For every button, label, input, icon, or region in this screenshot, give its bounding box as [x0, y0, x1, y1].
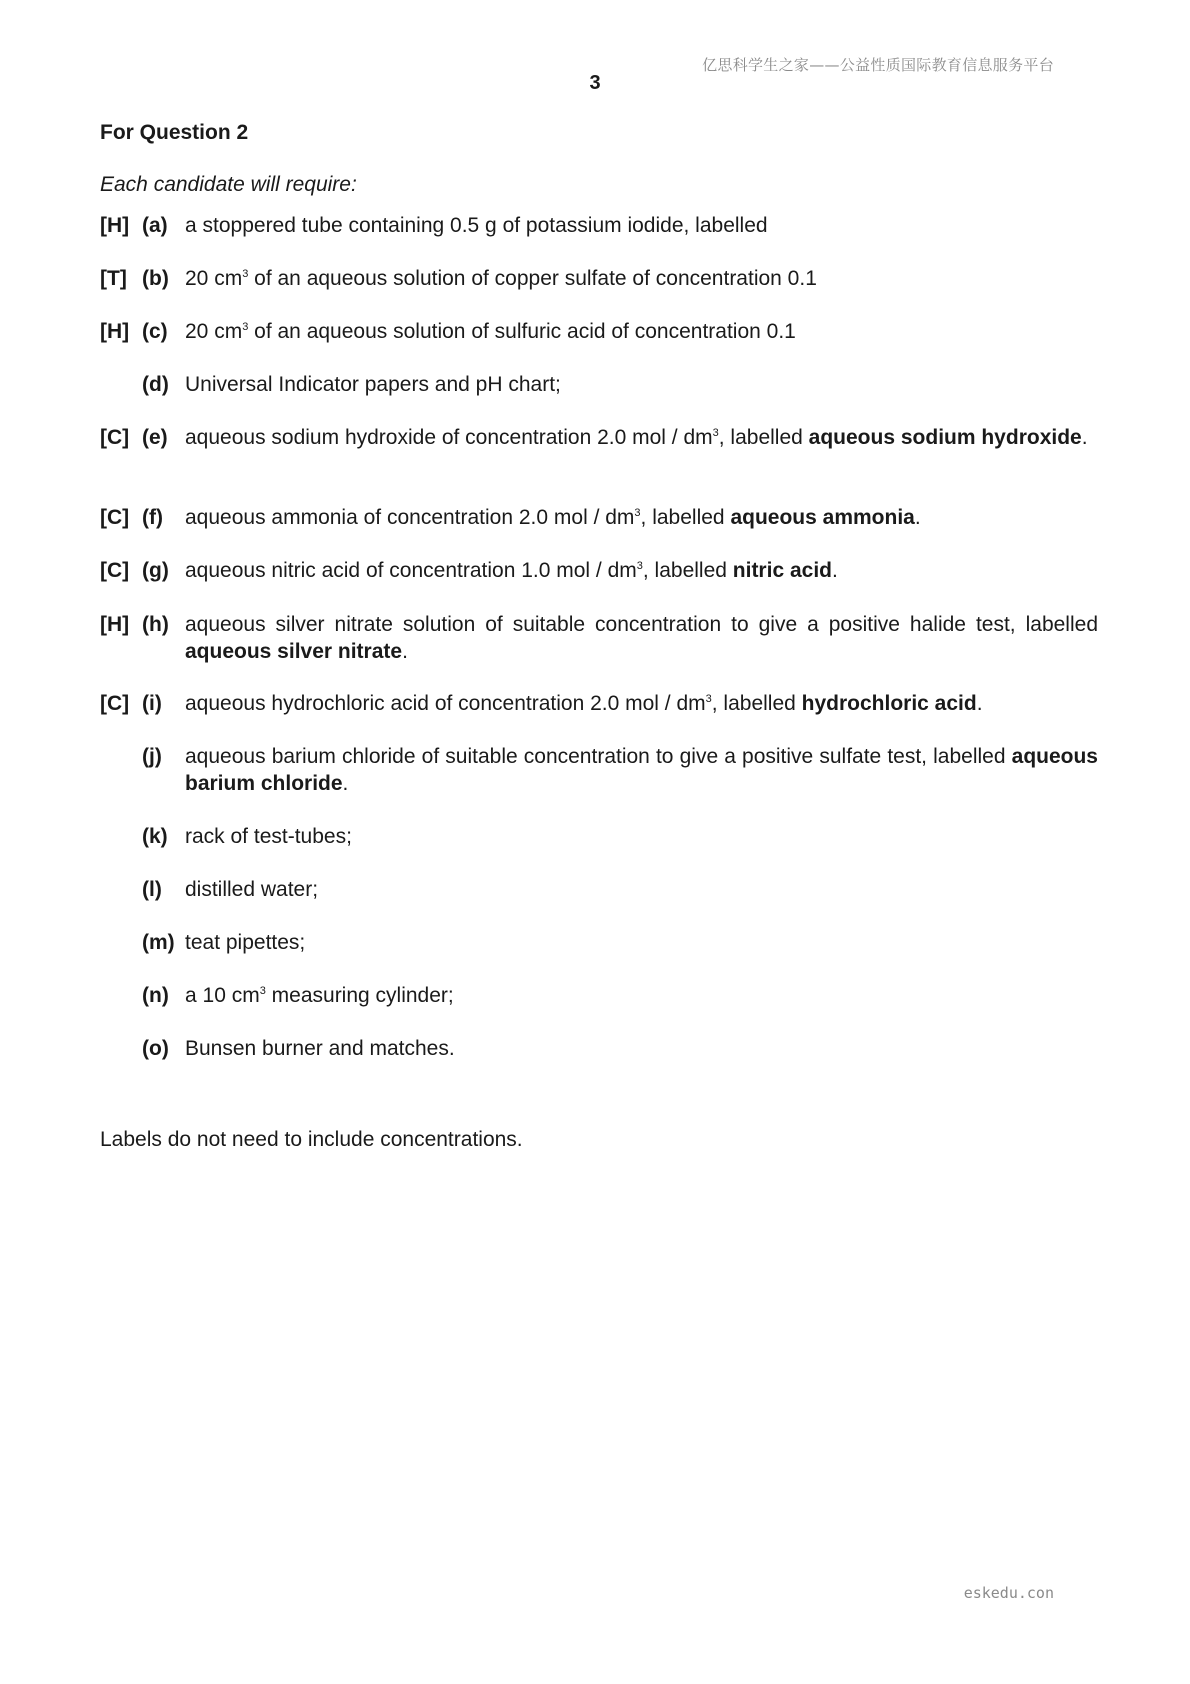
- item-letter: (k): [142, 825, 168, 848]
- label-name: aqueous sodium hydroxide: [808, 426, 1082, 449]
- list-item: [100, 318, 1098, 345]
- item-letter: (n): [142, 984, 169, 1007]
- superscript: 3: [242, 268, 249, 280]
- list-item: [100, 929, 1098, 956]
- item-text: a stoppered tube containing 0.5 g of potassium iodide, labelled: [185, 214, 768, 237]
- item-text: distilled water;: [185, 878, 319, 901]
- list-item: [100, 504, 1098, 531]
- label-name: aqueous barium chloride: [185, 745, 1098, 795]
- list-item: [100, 982, 1098, 1009]
- item-text: [185, 265, 1098, 292]
- item-text: teat pipettes;: [185, 931, 306, 954]
- list-item: [100, 557, 1098, 584]
- item-text: [185, 690, 1098, 717]
- item-letter: (o): [142, 1037, 169, 1060]
- text-segment: aqueous ammonia of concentration 2.0 mol / dm: [185, 506, 635, 529]
- text-segment: , labelled: [642, 559, 733, 582]
- text-segment: of an aqueous solution of sulfuric acid of concentration 0.1: [248, 320, 796, 343]
- superscript: 3: [634, 507, 641, 519]
- item-letter: (i): [142, 692, 162, 715]
- text-segment: .: [976, 692, 983, 715]
- label-name: hydrochloric acid: [801, 692, 977, 715]
- text-segment: .: [831, 559, 838, 582]
- label-name: nitric acid: [732, 559, 832, 582]
- item-letter: (b): [142, 267, 169, 290]
- superscript: 3: [712, 427, 719, 439]
- item-text: [185, 982, 1098, 1009]
- text-segment: .: [914, 506, 921, 529]
- text-segment: of an aqueous solution of copper sulfate of concentration 0.1: [248, 267, 817, 290]
- text-segment: aqueous sodium hydroxide of concentration 2.0 mol / dm: [185, 426, 713, 449]
- list-item: [100, 876, 1098, 903]
- text-segment: .: [342, 772, 349, 795]
- list-item: [100, 212, 1098, 239]
- text-segment: aqueous nitric acid of concentration 1.0 mol / dm: [185, 559, 637, 582]
- item-text: [185, 743, 1098, 797]
- superscript: 3: [705, 693, 712, 705]
- list-item: [100, 743, 1098, 797]
- list-item: [100, 1035, 1098, 1062]
- item-code: [H]: [100, 613, 130, 636]
- item-text: Universal Indicator papers and pH chart;: [185, 373, 561, 396]
- watermark-header: 亿思科学生之家——公益性质国际教育信息服务平台: [702, 56, 1054, 74]
- item-letter: (j): [142, 745, 162, 768]
- intro-text: Each candidate will require:: [100, 173, 357, 196]
- list-item: [100, 823, 1098, 850]
- item-letter: (g): [142, 559, 169, 582]
- text-segment: 20 cm: [185, 267, 243, 290]
- text-segment: , labelled: [711, 692, 802, 715]
- item-code: [C]: [100, 559, 130, 582]
- text-segment: aqueous hydrochloric acid of concentration 2.0 mol / dm: [185, 692, 706, 715]
- item-letter: (d): [142, 373, 169, 396]
- list-item: [100, 424, 1098, 451]
- text-segment: aqueous silver nitrate solution of suitable concentration to give a positive halide test, labelled: [185, 613, 1098, 636]
- item-letter: (l): [142, 878, 162, 901]
- item-text: rack of test-tubes;: [185, 825, 352, 848]
- text-segment: measuring cylinder;: [265, 984, 454, 1007]
- item-letter: (a): [142, 214, 168, 237]
- item-text: Bunsen burner and matches.: [185, 1037, 455, 1060]
- item-text: [185, 557, 1098, 584]
- item-letter: (e): [142, 426, 168, 449]
- item-code: [T]: [100, 267, 127, 290]
- item-code: [H]: [100, 214, 130, 237]
- superscript: 3: [259, 985, 266, 997]
- section-title: For Question 2: [100, 121, 249, 144]
- item-letter: (h): [142, 613, 169, 636]
- superscript: 3: [242, 321, 249, 333]
- superscript: 3: [636, 560, 643, 572]
- text-segment: aqueous barium chloride of suitable concentration to give a positive sulfate test, labelled: [185, 745, 1012, 768]
- text-segment: .: [402, 640, 408, 663]
- item-text: [185, 318, 1098, 345]
- page-number: 3: [589, 72, 601, 94]
- item-code: [C]: [100, 692, 130, 715]
- item-code: [C]: [100, 426, 130, 449]
- watermark-footer: eskedu.con: [963, 1584, 1054, 1602]
- item-letter: (m): [142, 931, 175, 954]
- text-segment: a 10 cm: [185, 984, 260, 1007]
- item-text: [185, 424, 1098, 451]
- text-segment: , labelled: [718, 426, 809, 449]
- item-text: [185, 504, 1098, 531]
- text-segment: , labelled: [640, 506, 731, 529]
- item-code: [H]: [100, 320, 130, 343]
- text-segment: 20 cm: [185, 320, 243, 343]
- list-item: [100, 265, 1098, 292]
- label-name: aqueous ammonia: [730, 506, 915, 529]
- label-name: aqueous silver nitrate: [185, 640, 403, 663]
- item-text: [185, 611, 1098, 665]
- list-item: [100, 690, 1098, 717]
- list-item: [100, 371, 1098, 398]
- footnote: Labels do not need to include concentrations.: [100, 1128, 523, 1151]
- item-code: [C]: [100, 506, 130, 529]
- item-letter: (f): [142, 506, 163, 529]
- list-item: [100, 611, 1098, 665]
- item-letter: (c): [142, 320, 168, 343]
- text-segment: .: [1081, 426, 1088, 449]
